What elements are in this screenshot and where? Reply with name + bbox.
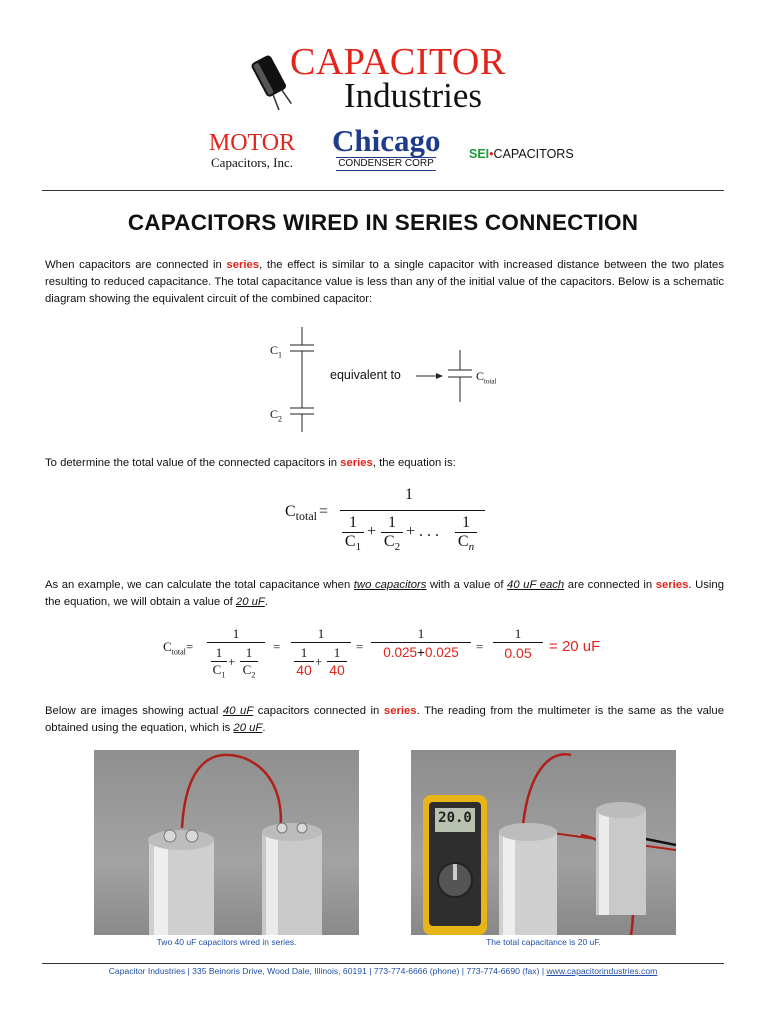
intro-text-b: , the effect is similar to a single capacitor with increased distance between the two plates resulting to reduced capacitance. The total capacitance value is less than any of the initial value of the capacitors. Below is a schematic diagram showing the equivalent circuit of the combined capacitor: [45, 259, 724, 305]
intro-text-a: When capacitors are connected in [45, 259, 227, 271]
below-paragraph [45, 703, 724, 737]
equation-term-2: 1 $C_2$ [381, 514, 403, 553]
example-result: 20 uF [235, 596, 265, 608]
sei-logo [469, 147, 574, 161]
determine-text-b: , the equation is: [372, 457, 456, 469]
below-value: 40 uF [222, 705, 254, 717]
footer-website-link[interactable]: www.capacitorindustries.com [546, 966, 658, 976]
photo-left-illustration [94, 750, 359, 935]
example-text-a: As an example, we can calculate the total capacitance when [45, 579, 354, 591]
sei-logo-left: SEI [469, 147, 490, 161]
brand-name-line1: CAPACITOR [290, 41, 506, 83]
brand-name-line2: Industries [344, 76, 483, 115]
sei-logo-right: CAPACITORS [493, 147, 574, 161]
example-paragraph [45, 577, 724, 611]
footer-divider [42, 963, 724, 964]
example-series: series [655, 579, 689, 591]
calc-equals-3: = [356, 639, 364, 654]
series-equation [285, 486, 495, 566]
below-result: 20 uF [233, 722, 263, 734]
schematic-equivalent-label: equivalent to [330, 368, 401, 382]
calc-equals-2: = [273, 639, 281, 654]
example-text-b: with a value of [426, 579, 508, 591]
capacitor-logo-icon [248, 50, 296, 110]
page-title: CAPACITORS WIRED IN SERIES CONNECTION [127, 210, 639, 235]
header-divider [42, 190, 724, 191]
schematic-diagram [260, 322, 520, 437]
brand-logo [248, 42, 538, 117]
below-text-c: . The reading from the multimeter is the same as the value obtained using the equation, which is [45, 705, 724, 734]
calc-fraction-2: 1 1 40 + 1 40 [291, 626, 351, 687]
schematic-ctotal-label: $C_{total}$ [476, 369, 497, 386]
photo-multimeter-reading [411, 750, 676, 935]
chicago-logo-line1: Chicago [332, 123, 441, 158]
example-text-e: . [264, 596, 268, 608]
calc-equals-4: = [476, 639, 484, 654]
motor-logo [197, 130, 307, 170]
equation-term-1: 1 $C_1$ [342, 514, 364, 553]
calculation-equation [163, 626, 623, 691]
calc-lhs: $C_{total}=$ [163, 639, 194, 657]
determine-text-a: To determine the total value of the connected capacitors in [45, 457, 341, 469]
equation-plus-dots: + . . . [406, 523, 440, 540]
motor-logo-line2: Capacitors, Inc. [211, 155, 293, 170]
example-value-each: 40 uF each [507, 579, 565, 591]
sei-logo-dot: • [489, 147, 494, 161]
schematic-c1-label: $C_1$ [270, 343, 283, 360]
calc-fraction-3: 1 0.025+0.025 [371, 626, 471, 660]
calc-answer: = 20 uF [549, 638, 601, 655]
equation-main-bar [340, 510, 485, 511]
equation-plus-1: + [367, 523, 377, 540]
below-text-a: Below are images showing actual [45, 705, 223, 717]
photo-left-caption: Two 40 uF capacitors wired in series. [156, 937, 297, 947]
footer-text: Capacitor Industries | 335 Beinoris Drive, Wood Dale, Illinois, 60191 | 773-774-6666 (phone) | 773-774-6690 (fax) | [108, 966, 547, 976]
photo-right-caption: The total capacitance is 20 uF. [486, 937, 601, 947]
motor-logo-line1: MOTOR [208, 130, 296, 156]
equation-numerator: 1 [405, 486, 413, 503]
calc-fraction-4: 1 0.05 [493, 626, 543, 661]
below-text-d: . [262, 722, 266, 734]
determine-paragraph [45, 455, 724, 472]
photo-right-illustration [411, 750, 676, 935]
intro-series: series [226, 259, 260, 271]
example-two-capacitors: two capacitors [353, 579, 427, 591]
schematic-c2-label: $C_2$ [270, 407, 283, 424]
below-series: series [383, 705, 417, 717]
photo-capacitors-series [94, 750, 359, 935]
intro-paragraph [45, 257, 724, 308]
example-text-c: are connected in [564, 579, 656, 591]
meter-display: 20.0 [438, 810, 472, 826]
determine-series: series [340, 457, 373, 469]
chicago-logo [332, 125, 440, 171]
below-text-b: capacitors connected in [253, 705, 384, 717]
calc-fraction-1: 1 1 $C_1$ + 1 $C_2$ [207, 626, 265, 687]
chicago-logo-line2: CONDENSER CORP [336, 157, 436, 171]
equation-term-n: 1 $C_n$ [455, 514, 477, 553]
footer [42, 966, 724, 976]
equation-lhs: $C_{total}$ = [285, 503, 329, 524]
example-text-d: . Using the equation, we will obtain a value of [45, 579, 724, 608]
